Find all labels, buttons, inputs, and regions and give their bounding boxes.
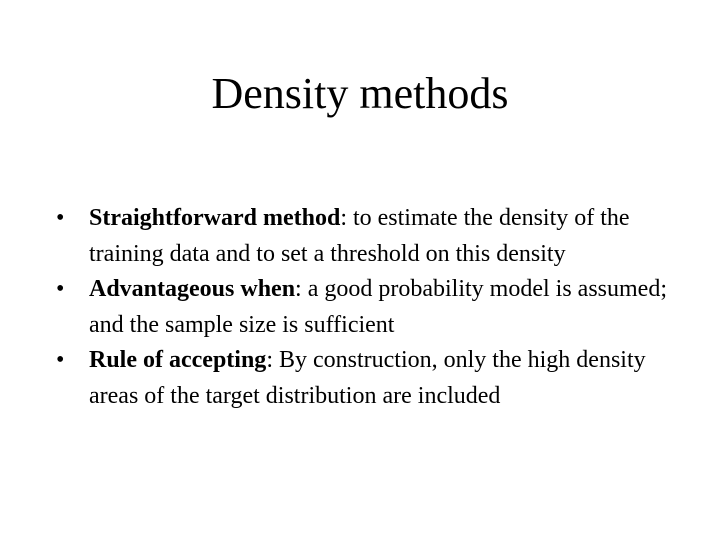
bullet-icon: • <box>56 205 65 231</box>
bullet-text: : By construction, only the high density areas of the target distribution are included <box>89 347 646 409</box>
bullet-item-advantageous-when <box>55 272 695 343</box>
bullet-item-straightforward-method <box>55 201 695 272</box>
bullet-icon: • <box>56 347 65 373</box>
bullet-term: Advantageous when <box>89 276 296 302</box>
bullet-text: : to estimate the density of the training data and to set a threshold on this density <box>89 205 630 267</box>
bullet-term: Straightforward method <box>89 205 341 231</box>
bullet-item-rule-of-accepting <box>55 343 695 414</box>
bullet-list <box>55 201 695 414</box>
bullet-term: Rule of accepting <box>89 347 267 373</box>
bullet-text: : a good probability model is assumed; and the sample size is sufficient <box>89 276 667 338</box>
bullet-icon: • <box>56 276 65 302</box>
slide-title: Density methods <box>211 69 509 118</box>
